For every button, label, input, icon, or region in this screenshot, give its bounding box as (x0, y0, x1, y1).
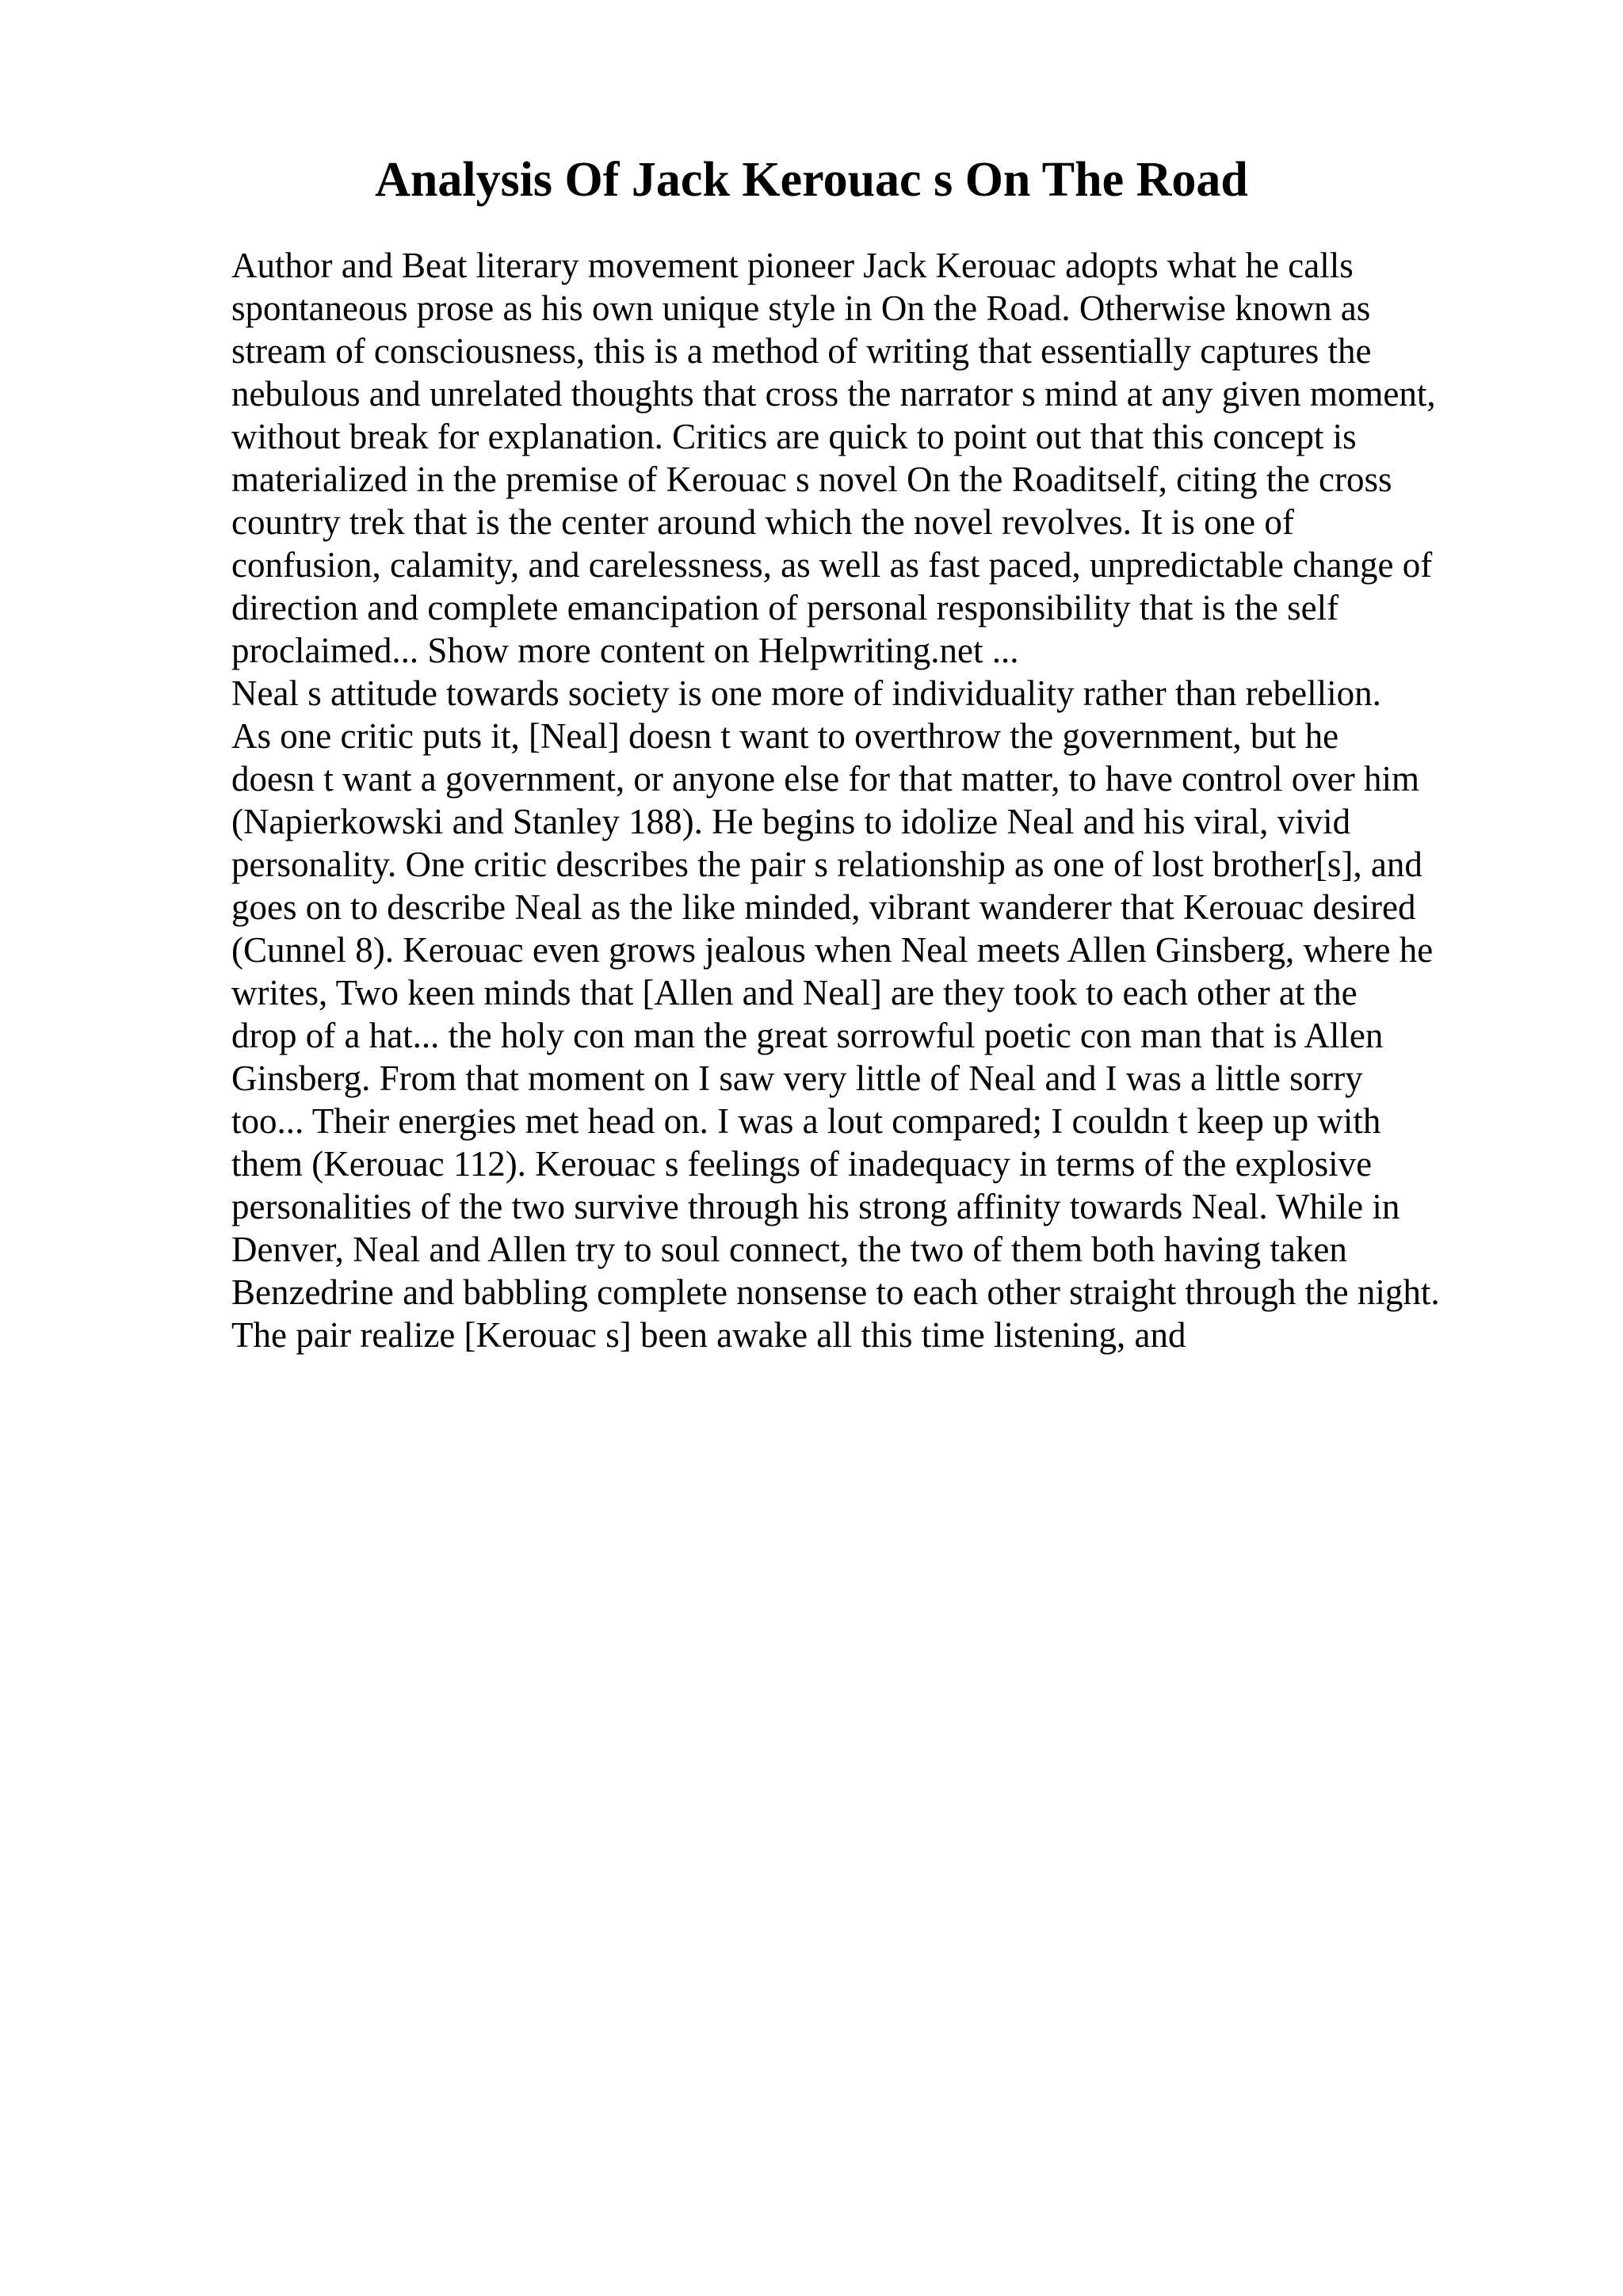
text-line: direction and complete emancipation of personal responsibility that is the self (231, 588, 1339, 627)
text-line: writes, Two keen minds that [Allen and Neal] are they took to each other at the (231, 973, 1358, 1013)
text-line: proclaimed... Show more content on Helpwriting.net ... (231, 631, 1019, 670)
paragraph-2 (231, 672, 1484, 1356)
text-line: confusion, calamity, and carelessness, as well as fast paced, unpredictable change of (231, 545, 1433, 585)
text-line: Benzedrine and babbling complete nonsense to each other straight through the night. (231, 1272, 1440, 1312)
text-line: country trek that is the center around which the novel revolves. It is one of (231, 502, 1294, 542)
text-line: Denver, Neal and Allen try to soul connect, the two of them both having taken (231, 1230, 1347, 1269)
text-line: goes on to describe Neal as the like minded, vibrant wanderer that Kerouac desired (231, 887, 1416, 927)
text-line: doesn t want a government, or anyone else for that matter, to have control over him (231, 759, 1419, 799)
text-line: Author and Beat literary movement pioneer Jack Kerouac adopts what he calls (231, 246, 1354, 285)
text-line: personalities of the two survive through his strong affinity towards Neal. While in (231, 1187, 1400, 1226)
text-line: (Napierkowski and Stanley 188). He begins to idolize Neal and his viral, vivid (231, 802, 1351, 841)
text-line: stream of consciousness, this is a method of writing that essentially captures the (231, 331, 1372, 371)
text-line: Neal s attitude towards society is one more of individuality rather than rebellion. (231, 673, 1381, 713)
document-title: Analysis Of Jack Kerouac s On The Road (375, 153, 1248, 207)
document-body (231, 244, 1484, 1356)
text-line: them (Kerouac 112). Kerouac s feelings of inadequacy in terms of the explosive (231, 1144, 1373, 1184)
paragraph-1 (231, 244, 1484, 672)
text-line: nebulous and unrelated thoughts that cross the narrator s mind at any given moment, (231, 374, 1436, 414)
text-line: Ginsberg. From that moment on I saw very little of Neal and I was a little sorry (231, 1058, 1363, 1098)
text-line: (Cunnel 8). Kerouac even grows jealous when Neal meets Allen Ginsberg, where he (231, 930, 1434, 970)
text-line: drop of a hat... the holy con man the great sorrowful poetic con man that is Allen (231, 1016, 1384, 1055)
text-line: spontaneous prose as his own unique style in On the Road. Otherwise known as (231, 288, 1371, 328)
text-line: As one critic puts it, [Neal] doesn t want to overthrow the government, but he (231, 716, 1339, 756)
text-line: too... Their energies met head on. I was a lout compared; I couldn t keep up with (231, 1101, 1381, 1141)
text-line: personality. One critic describes the pair s relationship as one of lost brother[s], and (231, 845, 1423, 884)
text-line: without break for explanation. Critics are quick to point out that this concept is (231, 417, 1357, 456)
text-line: materialized in the premise of Kerouac s novel On the Roaditself, citing the cross (231, 460, 1392, 499)
text-line: The pair realize [Kerouac s] been awake all this time listening, and (231, 1315, 1186, 1355)
